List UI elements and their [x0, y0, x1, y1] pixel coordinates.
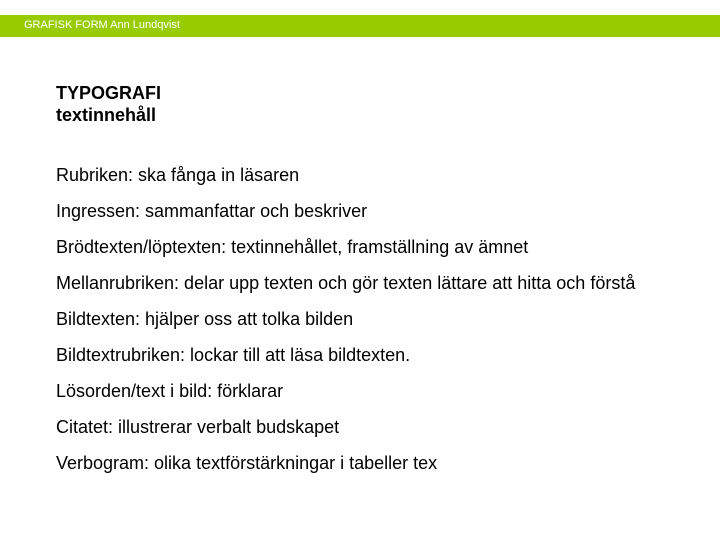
list-item: Verbogram: olika textförstärkningar i tabeller tex	[56, 453, 438, 473]
header-bar	[0, 15, 720, 37]
list-item: Lösorden/text i bild: förklarar	[56, 381, 284, 401]
list-item: Brödtexten/löptexten: textinnehållet, framställning av ämnet	[56, 237, 529, 257]
list-item: Mellanrubriken: delar upp texten och gör texten lättare att hitta och förstå	[56, 273, 636, 293]
header-bar-text: GRAFISK FORM Ann Lundqvist	[24, 19, 180, 31]
title-line-1: TYPOGRAFI	[56, 83, 162, 103]
content-list	[56, 164, 635, 488]
list-item: Bildtexten: hjälper oss att tolka bilden	[56, 309, 354, 329]
list-item: Bildtextrubriken: lockar till att läsa bildtexten.	[56, 345, 411, 365]
list-item: Ingressen: sammanfattar och beskriver	[56, 201, 368, 221]
list-item: Citatet: illustrerar verbalt budskapet	[56, 417, 340, 437]
slide-title	[56, 82, 161, 126]
title-line-2: textinnehåll	[56, 105, 157, 125]
list-item: Rubriken: ska fånga in läsaren	[56, 165, 300, 185]
